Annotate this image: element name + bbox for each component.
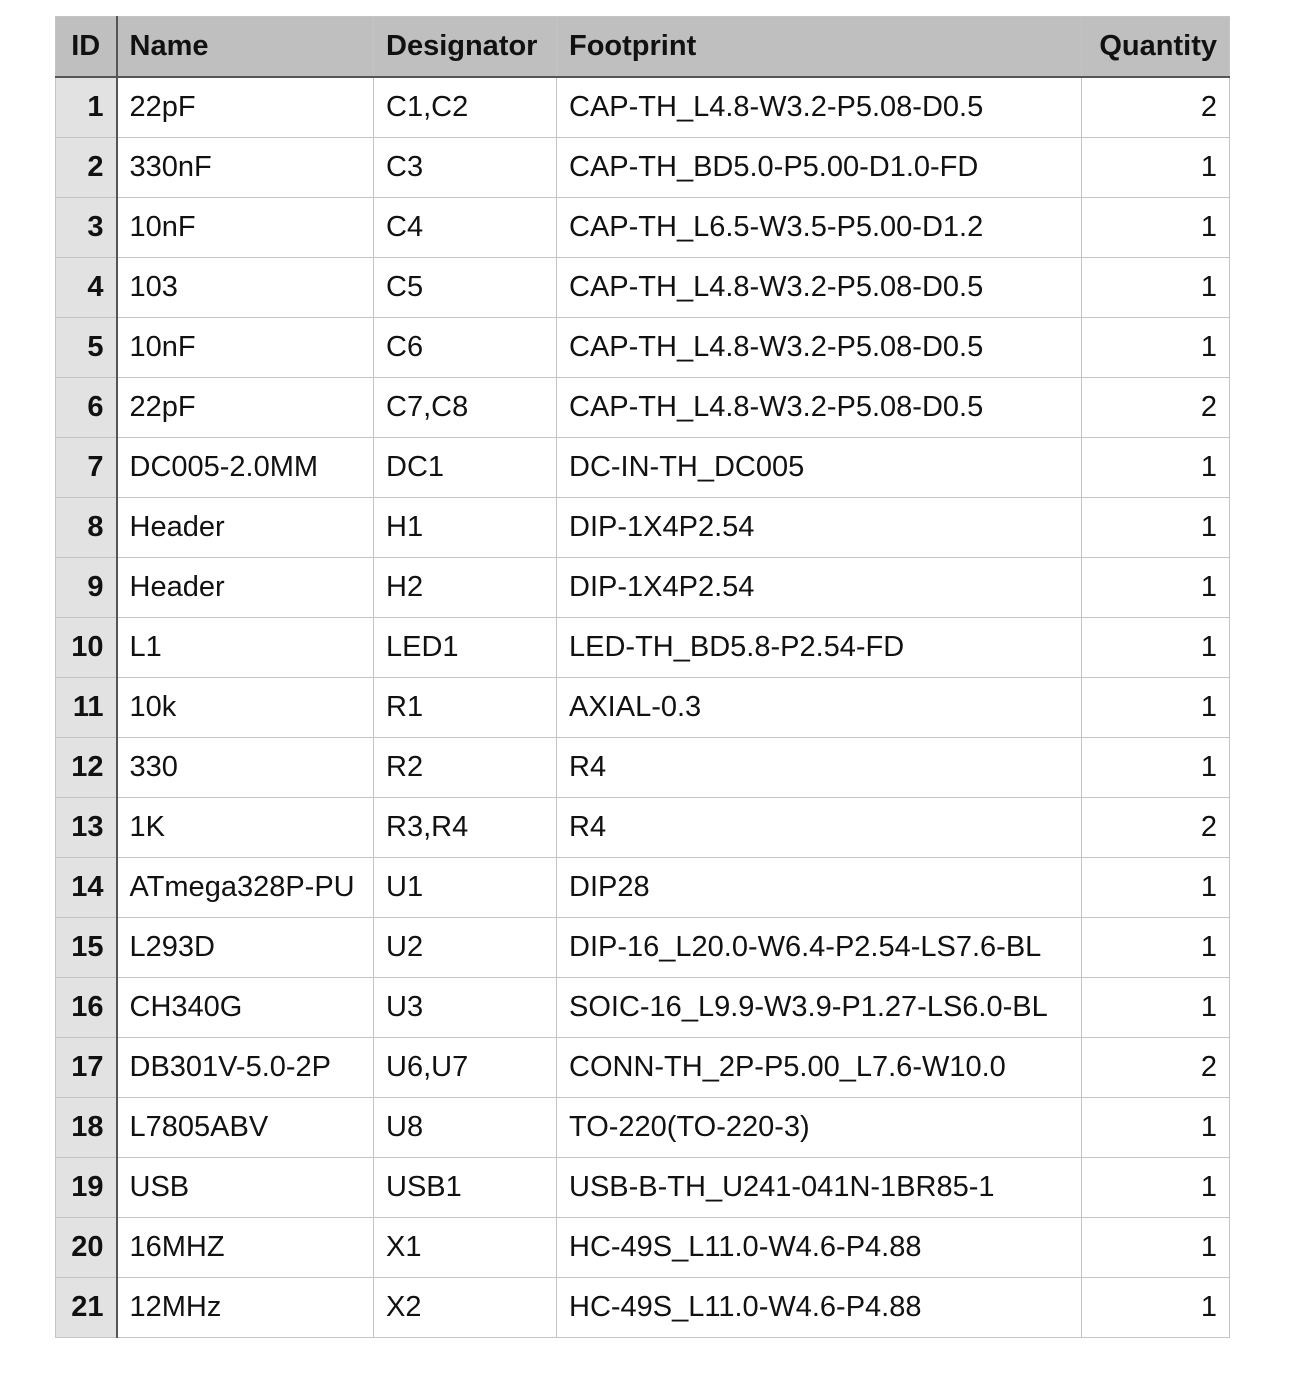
cell-designator: H1 [374, 498, 557, 558]
cell-quantity: 2 [1082, 378, 1230, 438]
cell-name: 330nF [117, 138, 374, 198]
table-row [56, 558, 1230, 618]
table-row [56, 678, 1230, 738]
cell-footprint: DIP28 [557, 858, 1082, 918]
cell-id: 15 [56, 918, 117, 978]
column-header-designator: Designator [374, 17, 557, 78]
cell-footprint: DIP-16_L20.0-W6.4-P2.54-LS7.6-BL [557, 918, 1082, 978]
table-row [56, 858, 1230, 918]
table-row [56, 1038, 1230, 1098]
column-header-footprint: Footprint [557, 17, 1082, 78]
cell-name: 1K [117, 798, 374, 858]
table-row [56, 1158, 1230, 1218]
cell-designator: R3,R4 [374, 798, 557, 858]
cell-footprint: AXIAL-0.3 [557, 678, 1082, 738]
table-row [56, 798, 1230, 858]
cell-quantity: 1 [1082, 918, 1230, 978]
cell-quantity: 1 [1082, 678, 1230, 738]
cell-quantity: 1 [1082, 1218, 1230, 1278]
table-header [56, 17, 1230, 78]
cell-designator: U6,U7 [374, 1038, 557, 1098]
cell-quantity: 1 [1082, 1098, 1230, 1158]
cell-name: Header [117, 498, 374, 558]
cell-footprint: R4 [557, 798, 1082, 858]
cell-name: 22pF [117, 77, 374, 138]
table-row [56, 1278, 1230, 1338]
cell-footprint: R4 [557, 738, 1082, 798]
cell-footprint: SOIC-16_L9.9-W3.9-P1.27-LS6.0-BL [557, 978, 1082, 1038]
cell-designator: X2 [374, 1278, 557, 1338]
cell-footprint: CAP-TH_L4.8-W3.2-P5.08-D0.5 [557, 378, 1082, 438]
cell-id: 5 [56, 318, 117, 378]
cell-id: 1 [56, 77, 117, 138]
cell-footprint: DIP-1X4P2.54 [557, 558, 1082, 618]
cell-footprint: CAP-TH_L6.5-W3.5-P5.00-D1.2 [557, 198, 1082, 258]
table-body [56, 77, 1230, 1338]
cell-footprint: TO-220(TO-220-3) [557, 1098, 1082, 1158]
cell-id: 19 [56, 1158, 117, 1218]
cell-id: 14 [56, 858, 117, 918]
cell-designator: C3 [374, 138, 557, 198]
column-header-id: ID [56, 17, 117, 78]
cell-footprint: HC-49S_L11.0-W4.6-P4.88 [557, 1278, 1082, 1338]
cell-name: USB [117, 1158, 374, 1218]
cell-name: Header [117, 558, 374, 618]
cell-name: L1 [117, 618, 374, 678]
cell-quantity: 1 [1082, 618, 1230, 678]
table-row [56, 618, 1230, 678]
cell-designator: USB1 [374, 1158, 557, 1218]
column-header-name: Name [117, 17, 374, 78]
cell-footprint: CAP-TH_L4.8-W3.2-P5.08-D0.5 [557, 318, 1082, 378]
cell-designator: C4 [374, 198, 557, 258]
cell-id: 20 [56, 1218, 117, 1278]
cell-designator: R1 [374, 678, 557, 738]
cell-id: 9 [56, 558, 117, 618]
cell-id: 4 [56, 258, 117, 318]
cell-id: 8 [56, 498, 117, 558]
cell-designator: C7,C8 [374, 378, 557, 438]
cell-quantity: 1 [1082, 138, 1230, 198]
cell-name: 10k [117, 678, 374, 738]
cell-designator: C1,C2 [374, 77, 557, 138]
cell-footprint: CONN-TH_2P-P5.00_L7.6-W10.0 [557, 1038, 1082, 1098]
cell-id: 3 [56, 198, 117, 258]
cell-designator: U2 [374, 918, 557, 978]
cell-name: DB301V-5.0-2P [117, 1038, 374, 1098]
cell-name: 12MHz [117, 1278, 374, 1338]
cell-designator: U8 [374, 1098, 557, 1158]
table-row [56, 258, 1230, 318]
cell-footprint: CAP-TH_L4.8-W3.2-P5.08-D0.5 [557, 258, 1082, 318]
cell-quantity: 1 [1082, 318, 1230, 378]
column-header-quantity: Quantity [1082, 17, 1230, 78]
cell-quantity: 2 [1082, 798, 1230, 858]
table-row [56, 438, 1230, 498]
cell-id: 13 [56, 798, 117, 858]
header-row [56, 17, 1230, 78]
cell-designator: U3 [374, 978, 557, 1038]
cell-footprint: USB-B-TH_U241-041N-1BR85-1 [557, 1158, 1082, 1218]
cell-id: 18 [56, 1098, 117, 1158]
cell-designator: C5 [374, 258, 557, 318]
cell-id: 10 [56, 618, 117, 678]
cell-name: L293D [117, 918, 374, 978]
cell-quantity: 1 [1082, 198, 1230, 258]
bom-table [55, 16, 1230, 1338]
cell-quantity: 1 [1082, 438, 1230, 498]
cell-designator: DC1 [374, 438, 557, 498]
cell-id: 2 [56, 138, 117, 198]
cell-footprint: DC-IN-TH_DC005 [557, 438, 1082, 498]
cell-quantity: 1 [1082, 1278, 1230, 1338]
cell-name: ATmega328P-PU [117, 858, 374, 918]
cell-quantity: 1 [1082, 858, 1230, 918]
cell-designator: C6 [374, 318, 557, 378]
table-row [56, 498, 1230, 558]
cell-footprint: CAP-TH_BD5.0-P5.00-D1.0-FD [557, 138, 1082, 198]
cell-footprint: CAP-TH_L4.8-W3.2-P5.08-D0.5 [557, 77, 1082, 138]
cell-footprint: DIP-1X4P2.54 [557, 498, 1082, 558]
table-row [56, 918, 1230, 978]
cell-designator: X1 [374, 1218, 557, 1278]
cell-designator: R2 [374, 738, 557, 798]
cell-name: 330 [117, 738, 374, 798]
table-row [56, 77, 1230, 138]
cell-id: 12 [56, 738, 117, 798]
table-row [56, 318, 1230, 378]
table-row [56, 198, 1230, 258]
table-row [56, 978, 1230, 1038]
cell-id: 11 [56, 678, 117, 738]
cell-name: L7805ABV [117, 1098, 374, 1158]
cell-quantity: 1 [1082, 978, 1230, 1038]
cell-id: 6 [56, 378, 117, 438]
table-row [56, 138, 1230, 198]
cell-id: 21 [56, 1278, 117, 1338]
cell-name: 16MHZ [117, 1218, 374, 1278]
cell-quantity: 1 [1082, 738, 1230, 798]
cell-designator: U1 [374, 858, 557, 918]
table-row [56, 738, 1230, 798]
cell-designator: LED1 [374, 618, 557, 678]
cell-name: CH340G [117, 978, 374, 1038]
cell-footprint: LED-TH_BD5.8-P2.54-FD [557, 618, 1082, 678]
cell-quantity: 2 [1082, 77, 1230, 138]
cell-designator: H2 [374, 558, 557, 618]
cell-id: 7 [56, 438, 117, 498]
cell-id: 17 [56, 1038, 117, 1098]
cell-quantity: 1 [1082, 558, 1230, 618]
table-row [56, 1098, 1230, 1158]
table-row [56, 1218, 1230, 1278]
cell-quantity: 1 [1082, 258, 1230, 318]
cell-quantity: 2 [1082, 1038, 1230, 1098]
cell-name: DC005-2.0MM [117, 438, 374, 498]
cell-id: 16 [56, 978, 117, 1038]
cell-footprint: HC-49S_L11.0-W4.6-P4.88 [557, 1218, 1082, 1278]
cell-name: 22pF [117, 378, 374, 438]
cell-name: 103 [117, 258, 374, 318]
cell-name: 10nF [117, 318, 374, 378]
cell-quantity: 1 [1082, 498, 1230, 558]
cell-quantity: 1 [1082, 1158, 1230, 1218]
cell-name: 10nF [117, 198, 374, 258]
table-row [56, 378, 1230, 438]
